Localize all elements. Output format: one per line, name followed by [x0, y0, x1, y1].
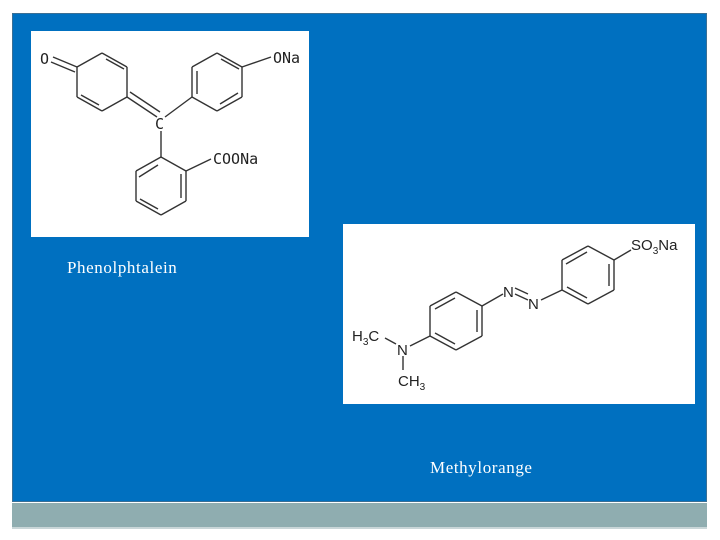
- coona-label: COONa: [213, 150, 259, 168]
- h3c-label: [352, 328, 379, 348]
- ch3-label: [398, 373, 426, 393]
- ch3-label-ch: CH: [398, 373, 420, 390]
- phenol-ring: [165, 53, 271, 117]
- azo-nitrogen-1: N: [503, 284, 514, 301]
- ona-label: ONa: [273, 49, 301, 67]
- slide-footer-edge: [12, 527, 707, 529]
- phenolphthalein-caption: Phenolphtalein: [67, 258, 178, 277]
- amine-nitrogen: N: [397, 342, 408, 359]
- methylorange-caption: Methylorange: [430, 458, 533, 477]
- carbon-label: C: [155, 115, 165, 133]
- h3c-label-h: H: [352, 328, 363, 345]
- sulfonatophenyl-ring: [541, 246, 631, 304]
- h3c-label-sub: 3: [362, 337, 369, 348]
- azo-bond: [515, 288, 528, 300]
- azo-nitrogen-2: N: [528, 296, 539, 313]
- methylorange-structure: [343, 224, 695, 404]
- ch3-label-sub: 3: [419, 382, 426, 393]
- so3na-label-so: SO: [631, 237, 653, 254]
- slide-footer-bar: [12, 503, 707, 527]
- aminophenyl-ring: [410, 292, 503, 350]
- so3na-label: [631, 237, 678, 257]
- oxygen-label: O: [40, 50, 50, 68]
- quinoid-ring: [51, 53, 160, 117]
- phenolphthalein-structure: [31, 31, 309, 237]
- so3na-label-sub: 3: [652, 246, 659, 257]
- h3c-label-c: C: [368, 328, 380, 345]
- methyl-bond-upper: [385, 338, 396, 344]
- so3na-label-na: Na: [658, 237, 678, 254]
- benzoate-ring: [136, 157, 211, 215]
- methylorange-diagram: [343, 224, 695, 404]
- phenolphthalein-diagram: [31, 31, 309, 237]
